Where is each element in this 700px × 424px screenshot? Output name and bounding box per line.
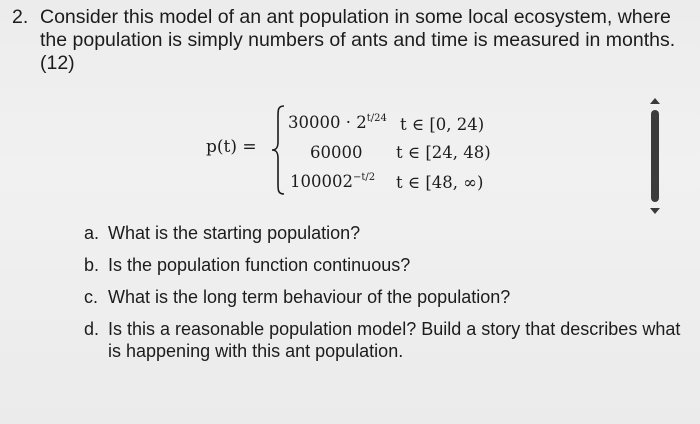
case-condition-3: t ∈ [48, ∞) — [396, 173, 484, 192]
function-lhs: p(t) = — [206, 137, 257, 157]
subquestion-text: Is the population function continuous? — [108, 255, 411, 275]
scroll-up-arrow-icon[interactable] — [650, 98, 660, 104]
subquestion-label: b. — [84, 255, 100, 275]
subquestion-list — [84, 222, 688, 372]
case-expression-2: 60000 — [310, 143, 363, 162]
case-condition-2: t ∈ [24, 48) — [396, 143, 491, 162]
case-expression-3: $100002^{-t/2}$ — [290, 172, 376, 191]
subquestion-text: Is this a reasonable population model? Build a story that describes what is happening with this ant population. — [108, 319, 681, 361]
subquestion-d — [84, 318, 688, 362]
case-condition-1: t ∈ [0, 24) — [400, 115, 485, 134]
scroll-down-arrow-icon[interactable] — [650, 208, 660, 214]
subquestion-label: c. — [84, 287, 99, 307]
left-brace-icon — [270, 104, 286, 196]
subquestion-c — [84, 286, 668, 308]
subquestion-label: d. — [84, 319, 100, 339]
subquestion-text: What is the starting population? — [108, 223, 361, 243]
subquestion-a — [84, 222, 648, 244]
question-number: 2. — [12, 6, 29, 28]
scrollbar-thumb[interactable] — [651, 110, 659, 202]
subquestion-text: What is the long term behaviour of the population? — [108, 287, 511, 307]
question-text: Consider this model of an ant population in some local ecosystem, where the population is simply numbers of ants and time is measured in months. (12) — [40, 6, 676, 74]
case-expression-1: $30000 \cdot 2^{t/24}$ — [288, 113, 387, 132]
subquestion-b — [84, 254, 648, 276]
math-scrollbar[interactable] — [648, 98, 662, 216]
subquestion-label: a. — [84, 223, 100, 243]
